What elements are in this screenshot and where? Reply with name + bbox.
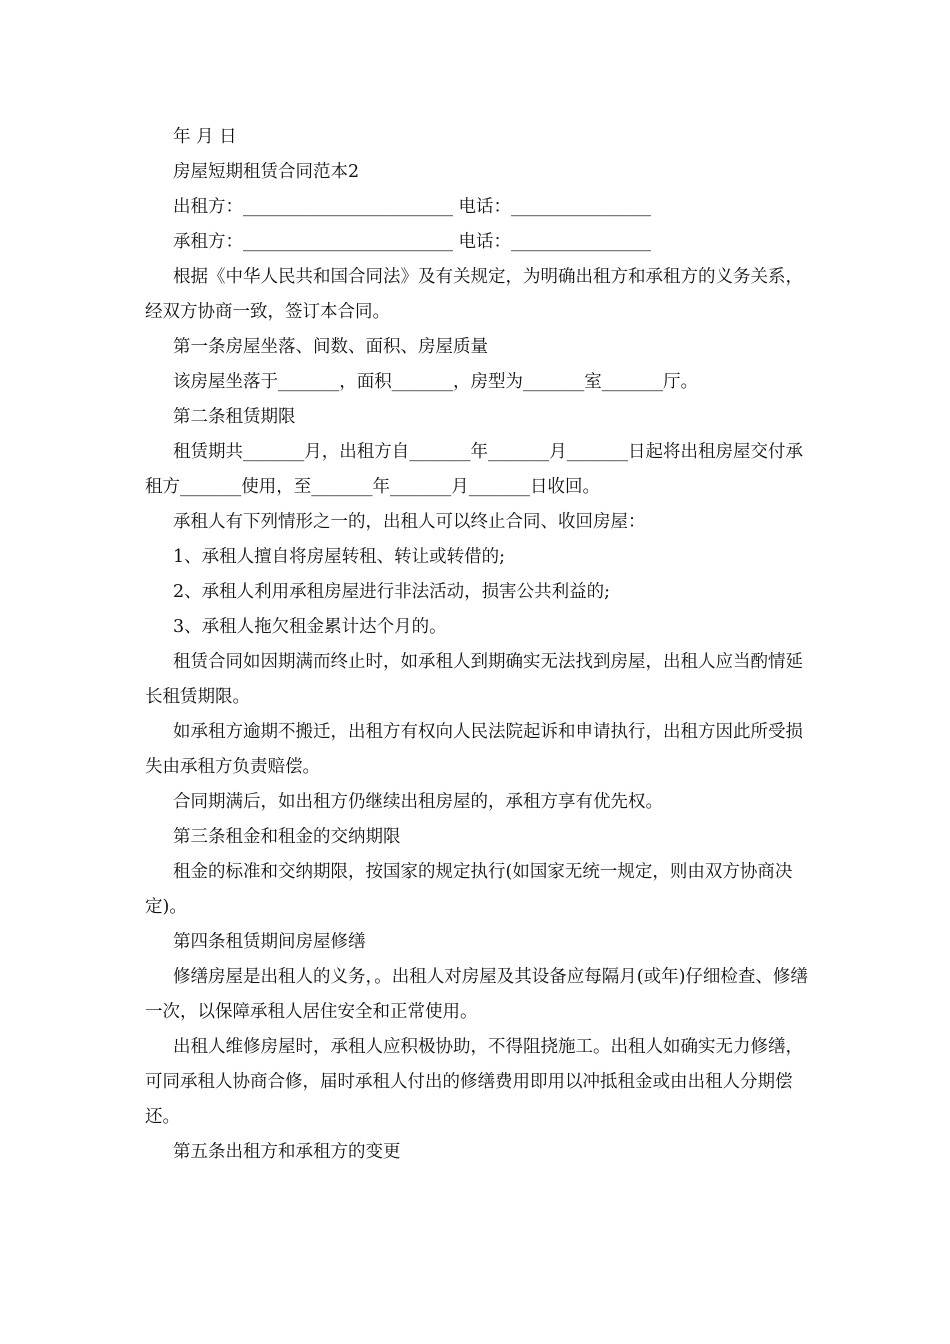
termination-item-2: 2、承租人利用承租房屋进行非法活动，损害公共利益的; [173, 582, 611, 602]
article-4-body-1: 修缮房屋是出租人的义务，。出租人对房屋及其设备应每隔月(或年)仔细检查、修缮一次，以保障承租人居住安全和正常使用。 [145, 967, 808, 1022]
termination-item-1: 1、承租人擅自将房屋转租、转让或转借的; [173, 547, 506, 567]
lessee-line: 承租方：________________________ 电话：________________ [173, 232, 652, 252]
termination-item-3: 3、承租人拖欠租金累计达个月的。 [173, 617, 447, 637]
article-1-body: 该房屋坐落于_______，面积_______，房型为_______室_______厅。 [173, 372, 698, 392]
preamble-paragraph: 根据《中华人民共和国合同法》及有关规定，为明确出租方和承租方的义务关系，经双方协商一致，签订本合同。 [145, 267, 803, 322]
priority-paragraph: 合同期满后，如出租方仍继续出租房屋的，承租方享有优先权。 [173, 792, 663, 812]
article-2-term-paragraph: 租赁期共_______月，出租方自_______年_______月_______日起将出租房屋交付承租方_______使用，至_______年_______月_______日收回。 [145, 442, 803, 497]
article-3-heading: 第三条租金和租金的交纳期限 [173, 827, 401, 847]
article-5-heading: 第五条出租方和承租方的变更 [173, 1142, 401, 1162]
lessor-line: 出租方：________________________ 电话：________________ [173, 197, 652, 217]
termination-intro: 承租人有下列情形之一的，出租人可以终止合同、收回房屋： [173, 512, 646, 532]
document-title: 房屋短期租赁合同范本2 [173, 162, 360, 182]
date-line: 年 月 日 [173, 127, 237, 147]
document-page [145, 120, 810, 1170]
article-3-body: 租金的标准和交纳期限，按国家的规定执行(如国家无统一规定，则由双方协商决定)。 [145, 862, 793, 917]
article-2-heading: 第二条租赁期限 [173, 407, 296, 427]
article-1-heading: 第一条房屋坐落、间数、面积、房屋质量 [173, 337, 488, 357]
extension-paragraph: 租赁合同如因期满而终止时，如承租人到期确实无法找到房屋，出租人应当酌情延长租赁期限。 [145, 652, 803, 707]
article-4-heading: 第四条租赁期间房屋修缮 [173, 932, 366, 952]
overdue-paragraph: 如承租方逾期不搬迁，出租方有权向人民法院起诉和申请执行，出租方因此所受损失由承租方负责赔偿。 [145, 722, 803, 777]
article-4-body-2: 出租人维修房屋时，承租人应积极协助，不得阻挠施工。出租人如确实无力修缮，可同承租人协商合修，届时承租人付出的修缮费用即用以冲抵租金或由出租人分期偿还。 [145, 1037, 803, 1127]
